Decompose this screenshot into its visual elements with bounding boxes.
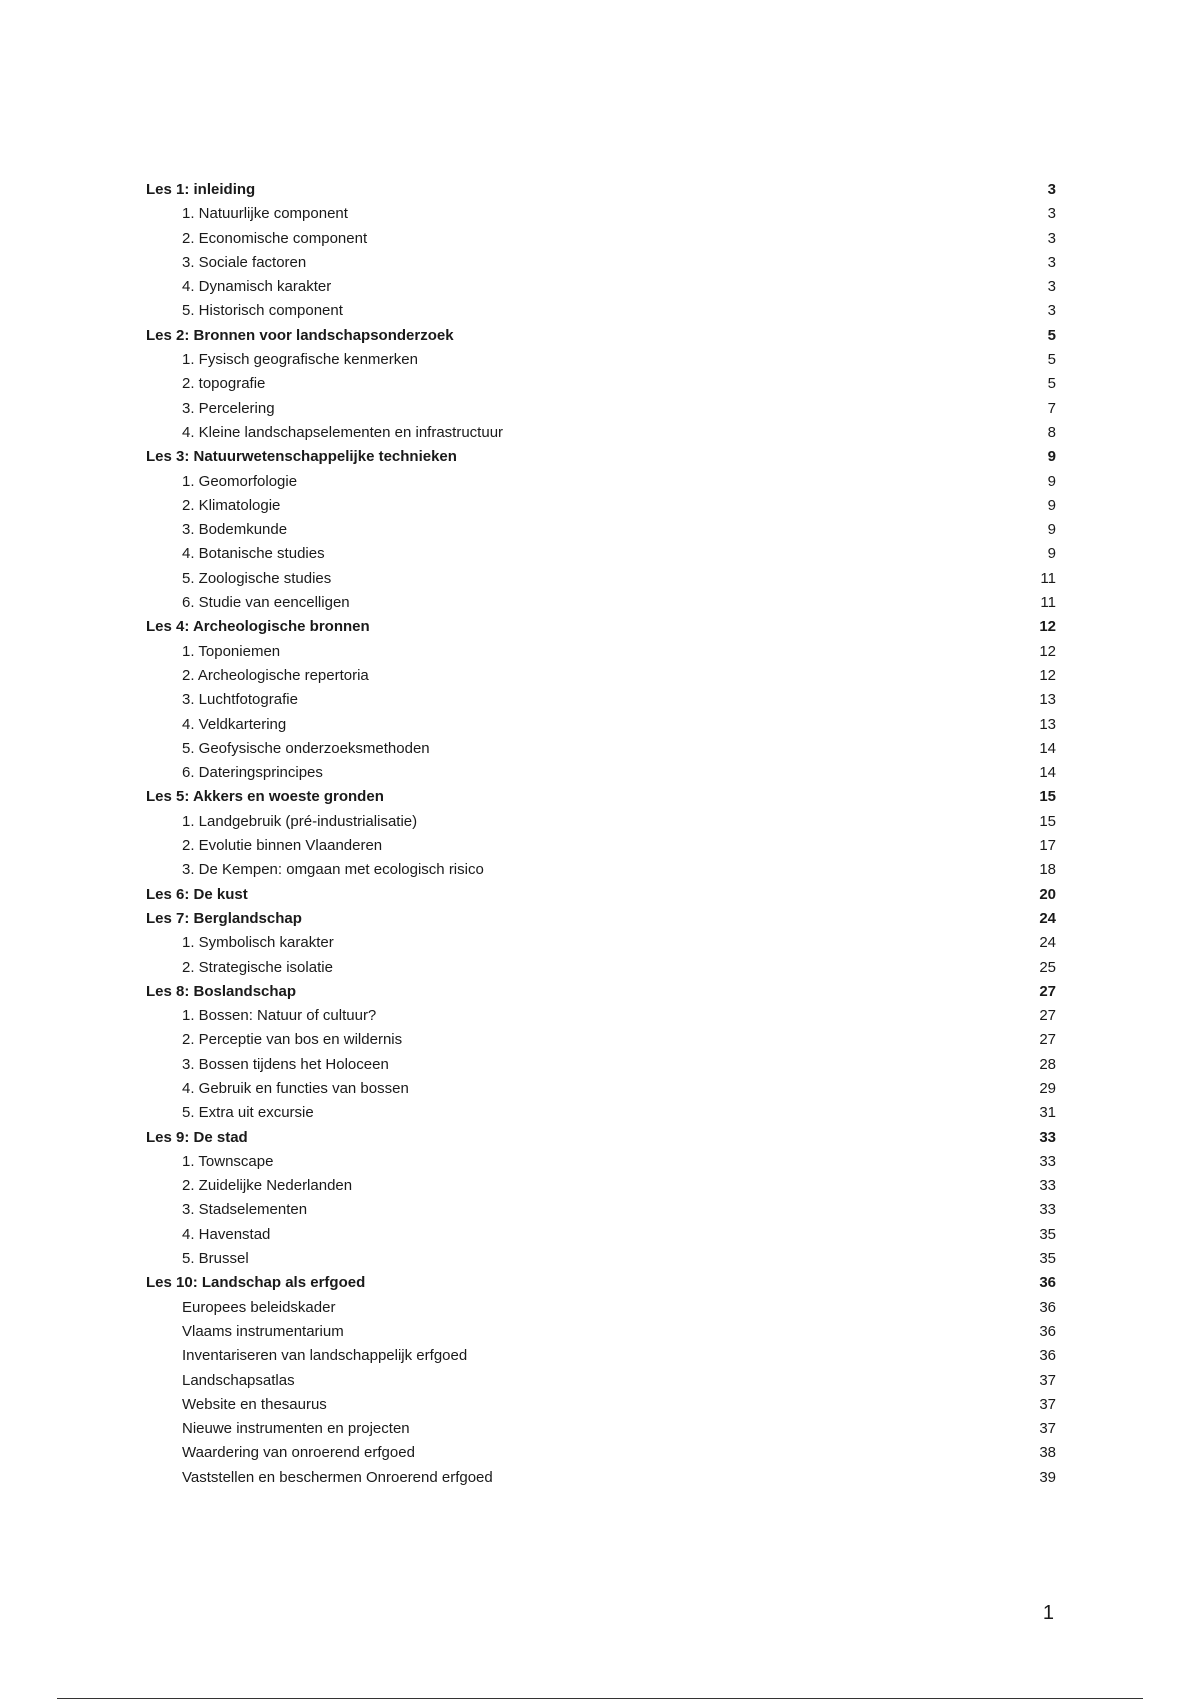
toc-section-entry[interactable]: [146, 1053, 1056, 1077]
toc-entry-page-number: 3: [1047, 302, 1056, 320]
toc-section-entry[interactable]: [146, 518, 1056, 542]
toc-entry-page-number: 5: [1047, 351, 1056, 369]
toc-section-entry[interactable]: [146, 1466, 1056, 1490]
toc-entry-title: Europees beleidskader: [182, 1298, 336, 1316]
toc-entry-title: 2. Klimatologie: [182, 496, 281, 514]
toc-chapter-entry[interactable]: [146, 178, 1056, 202]
toc-entry-title: 2. Archeologische repertoria: [182, 666, 369, 684]
toc-chapter-entry[interactable]: [146, 1126, 1056, 1150]
toc-entry-page-number: 12: [1039, 618, 1056, 636]
toc-entry-page-number: 28: [1039, 1055, 1056, 1073]
toc-entry-page-number: 3: [1047, 205, 1056, 223]
toc-section-entry[interactable]: [146, 202, 1056, 226]
toc-entry-page-number: 9: [1047, 496, 1056, 514]
toc-entry-page-number: 38: [1039, 1444, 1056, 1462]
toc-entry-title: 2. Evolutie binnen Vlaanderen: [182, 837, 383, 855]
toc-section-entry[interactable]: [146, 1441, 1056, 1465]
toc-entry-page-number: 33: [1039, 1177, 1056, 1195]
toc-entry-page-number: 3: [1047, 278, 1056, 296]
toc-entry-page-number: 27: [1039, 1007, 1056, 1025]
toc-section-entry[interactable]: [146, 1320, 1056, 1344]
toc-entry-title: Vlaams instrumentarium: [182, 1322, 344, 1340]
toc-section-entry[interactable]: [146, 640, 1056, 664]
toc-entry-page-number: 35: [1039, 1225, 1056, 1243]
toc-section-entry[interactable]: [146, 688, 1056, 712]
toc-entry-title: Nieuwe instrumenten en projecten: [182, 1420, 410, 1438]
toc-section-entry[interactable]: [146, 737, 1056, 761]
toc-section-entry[interactable]: [146, 1417, 1056, 1441]
toc-section-entry[interactable]: [146, 761, 1056, 785]
toc-entry-title: 1. Fysisch geografische kenmerken: [182, 351, 418, 369]
toc-entry-page-number: 13: [1039, 715, 1056, 733]
toc-entry-title: Les 3: Natuurwetenschappelijke technieken: [146, 448, 457, 466]
toc-entry-title: 4. Havenstad: [182, 1225, 271, 1243]
toc-entry-page-number: 5: [1047, 375, 1056, 393]
toc-section-entry[interactable]: [146, 348, 1056, 372]
toc-entry-title: 3. Bossen tijdens het Holoceen: [182, 1055, 389, 1073]
toc-entry-page-number: 15: [1039, 812, 1056, 830]
table-of-contents: [146, 178, 1056, 1490]
toc-chapter-entry[interactable]: [146, 324, 1056, 348]
toc-entry-page-number: 11: [1040, 569, 1056, 587]
toc-entry-title: 2. Perceptie van bos en wildernis: [182, 1031, 403, 1049]
toc-entry-title: 3. Luchtfotografie: [182, 691, 298, 709]
toc-entry-page-number: 33: [1039, 1201, 1056, 1219]
toc-entry-page-number: 13: [1039, 691, 1056, 709]
toc-chapter-entry[interactable]: [146, 785, 1056, 809]
toc-chapter-entry[interactable]: [146, 907, 1056, 931]
toc-entry-title: Vaststellen en beschermen Onroerend erfgoed: [182, 1468, 493, 1486]
toc-section-entry[interactable]: [146, 858, 1056, 882]
toc-entry-title: 3. Stadselementen: [182, 1201, 308, 1219]
toc-section-entry[interactable]: [146, 1150, 1056, 1174]
toc-section-entry[interactable]: [146, 421, 1056, 445]
toc-section-entry[interactable]: [146, 494, 1056, 518]
toc-entry-title: Les 5: Akkers en woeste gronden: [146, 788, 384, 806]
toc-entry-page-number: 36: [1039, 1322, 1056, 1340]
toc-section-entry[interactable]: [146, 275, 1056, 299]
toc-section-entry[interactable]: [146, 1344, 1056, 1368]
toc-entry-page-number: 39: [1039, 1468, 1056, 1486]
toc-entry-title: 5. Geofysische onderzoeksmethoden: [182, 739, 430, 757]
toc-entry-title: 6. Studie van eencelligen: [182, 594, 350, 612]
toc-chapter-entry[interactable]: [146, 445, 1056, 469]
toc-entry-title: Waardering van onroerend erfgoed: [182, 1444, 415, 1462]
toc-entry-title: 5. Extra uit excursie: [182, 1104, 314, 1122]
toc-chapter-entry[interactable]: [146, 883, 1056, 907]
toc-entry-title: 3. De Kempen: omgaan met ecologisch risico: [182, 861, 484, 879]
toc-entry-title: Landschapsatlas: [182, 1371, 295, 1389]
toc-chapter-entry[interactable]: [146, 1271, 1056, 1295]
toc-entry-title: 5. Brussel: [182, 1250, 249, 1268]
toc-entry-title: 4. Kleine landschapselementen en infrastructuur: [182, 423, 504, 441]
toc-section-entry[interactable]: [146, 251, 1056, 275]
toc-section-entry[interactable]: [146, 1174, 1056, 1198]
toc-section-entry[interactable]: [146, 542, 1056, 566]
toc-section-entry[interactable]: [146, 1101, 1056, 1125]
toc-entry-title: Les 9: De stad: [146, 1128, 248, 1146]
toc-entry-title: Les 4: Archeologische bronnen: [146, 618, 370, 636]
toc-entry-page-number: 36: [1039, 1347, 1056, 1365]
toc-section-entry[interactable]: [146, 397, 1056, 421]
toc-entry-page-number: 12: [1039, 666, 1056, 684]
toc-section-entry[interactable]: [146, 1393, 1056, 1417]
toc-section-entry[interactable]: [146, 1247, 1056, 1271]
toc-entry-page-number: 33: [1039, 1128, 1056, 1146]
toc-entry-page-number: 14: [1039, 739, 1056, 757]
toc-section-entry[interactable]: [146, 372, 1056, 396]
toc-entry-title: 3. Sociale factoren: [182, 253, 307, 271]
toc-entry-title: 1. Landgebruik (pré-industrialisatie): [182, 812, 418, 830]
toc-entry-page-number: 27: [1039, 1031, 1056, 1049]
toc-entry-title: Les 2: Bronnen voor landschapsonderzoek: [146, 326, 454, 344]
toc-entry-title: 4. Gebruik en functies van bossen: [182, 1079, 409, 1097]
toc-entry-title: 3. Bodemkunde: [182, 521, 288, 539]
toc-entry-title: 1. Bossen: Natuur of cultuur?: [182, 1007, 377, 1025]
toc-entry-page-number: 25: [1039, 958, 1056, 976]
toc-entry-title: 1. Toponiemen: [182, 642, 281, 660]
toc-entry-title: 4. Botanische studies: [182, 545, 325, 563]
toc-chapter-entry[interactable]: [146, 615, 1056, 639]
toc-entry-title: 1. Natuurlijke component: [182, 205, 348, 223]
toc-entry-page-number: 27: [1039, 982, 1056, 1000]
toc-entry-page-number: 5: [1047, 326, 1056, 344]
toc-entry-title: 3. Percelering: [182, 399, 275, 417]
toc-entry-page-number: 31: [1039, 1104, 1056, 1122]
toc-entry-page-number: 20: [1039, 885, 1056, 903]
toc-entry-page-number: 9: [1047, 521, 1056, 539]
toc-entry-title: Les 7: Berglandschap: [146, 909, 302, 927]
toc-section-entry[interactable]: [146, 834, 1056, 858]
toc-entry-title: 2. Zuidelijke Nederlanden: [182, 1177, 353, 1195]
toc-entry-page-number: 8: [1047, 423, 1056, 441]
toc-section-entry[interactable]: [146, 1028, 1056, 1052]
toc-section-entry[interactable]: [146, 1369, 1056, 1393]
toc-entry-title: 2. Strategische isolatie: [182, 958, 333, 976]
toc-section-entry[interactable]: [146, 299, 1056, 323]
toc-entry-title: 4. Dynamisch karakter: [182, 278, 332, 296]
toc-entry-page-number: 37: [1039, 1395, 1056, 1413]
toc-section-entry[interactable]: [146, 931, 1056, 955]
toc-entry-page-number: 15: [1039, 788, 1056, 806]
toc-section-entry[interactable]: [146, 470, 1056, 494]
toc-entry-page-number: 36: [1039, 1298, 1056, 1316]
toc-entry-title: Les 10: Landschap als erfgoed: [146, 1274, 366, 1292]
toc-entry-title: Les 8: Boslandschap: [146, 982, 297, 1000]
toc-section-entry[interactable]: [146, 810, 1056, 834]
toc-entry-page-number: 11: [1040, 594, 1056, 612]
toc-entry-title: 6. Dateringsprincipes: [182, 764, 323, 782]
toc-entry-page-number: 24: [1039, 909, 1056, 927]
toc-entry-page-number: 3: [1047, 181, 1056, 198]
toc-entry-page-number: 37: [1039, 1371, 1056, 1389]
toc-entry-page-number: 33: [1039, 1152, 1056, 1170]
toc-entry-title: 5. Historisch component: [182, 302, 343, 320]
footer-divider: [57, 1698, 1143, 1699]
toc-section-entry[interactable]: [146, 664, 1056, 688]
toc-section-entry[interactable]: [146, 1296, 1056, 1320]
toc-entry-page-number: 29: [1039, 1079, 1056, 1097]
toc-section-entry[interactable]: [146, 227, 1056, 251]
toc-entry-page-number: 14: [1039, 764, 1056, 782]
toc-entry-title: 5. Zoologische studies: [182, 569, 332, 587]
toc-entry-page-number: 18: [1039, 861, 1056, 879]
toc-entry-page-number: 7: [1047, 399, 1056, 417]
toc-entry-page-number: 12: [1039, 642, 1056, 660]
toc-entry-page-number: 37: [1039, 1420, 1056, 1438]
toc-section-entry[interactable]: [146, 567, 1056, 591]
toc-entry-title: 1. Symbolisch karakter: [182, 934, 334, 952]
toc-entry-page-number: 9: [1047, 472, 1056, 490]
toc-entry-title: Les 6: De kust: [146, 885, 248, 903]
toc-entry-title: 2. topografie: [182, 375, 266, 393]
toc-entry-title: 4. Veldkartering: [182, 715, 287, 733]
toc-entry-page-number: 9: [1047, 448, 1056, 466]
toc-entry-title: Inventariseren van landschappelijk erfgoed: [182, 1347, 468, 1365]
toc-section-entry[interactable]: [146, 1004, 1056, 1028]
toc-entry-title: 1. Geomorfologie: [182, 472, 298, 490]
toc-section-entry[interactable]: [146, 1223, 1056, 1247]
toc-entry-page-number: 24: [1039, 934, 1056, 952]
toc-entry-page-number: 9: [1047, 545, 1056, 563]
toc-entry-title: Les 1: inleiding: [146, 181, 256, 198]
toc-section-entry[interactable]: [146, 591, 1056, 615]
toc-chapter-entry[interactable]: [146, 980, 1056, 1004]
toc-section-entry[interactable]: [146, 956, 1056, 980]
toc-section-entry[interactable]: [146, 713, 1056, 737]
toc-section-entry[interactable]: [146, 1198, 1056, 1222]
toc-entry-page-number: 3: [1047, 253, 1056, 271]
toc-entry-page-number: 36: [1039, 1274, 1056, 1292]
toc-entry-title: 1. Townscape: [182, 1152, 274, 1170]
toc-entry-page-number: 35: [1039, 1250, 1056, 1268]
toc-entry-title: 2. Economische component: [182, 229, 368, 247]
toc-entry-page-number: 3: [1047, 229, 1056, 247]
page-number: 1: [1042, 1602, 1054, 1624]
toc-entry-page-number: 17: [1039, 837, 1056, 855]
toc-section-entry[interactable]: [146, 1077, 1056, 1101]
toc-entry-title: Website en thesaurus: [182, 1395, 327, 1413]
